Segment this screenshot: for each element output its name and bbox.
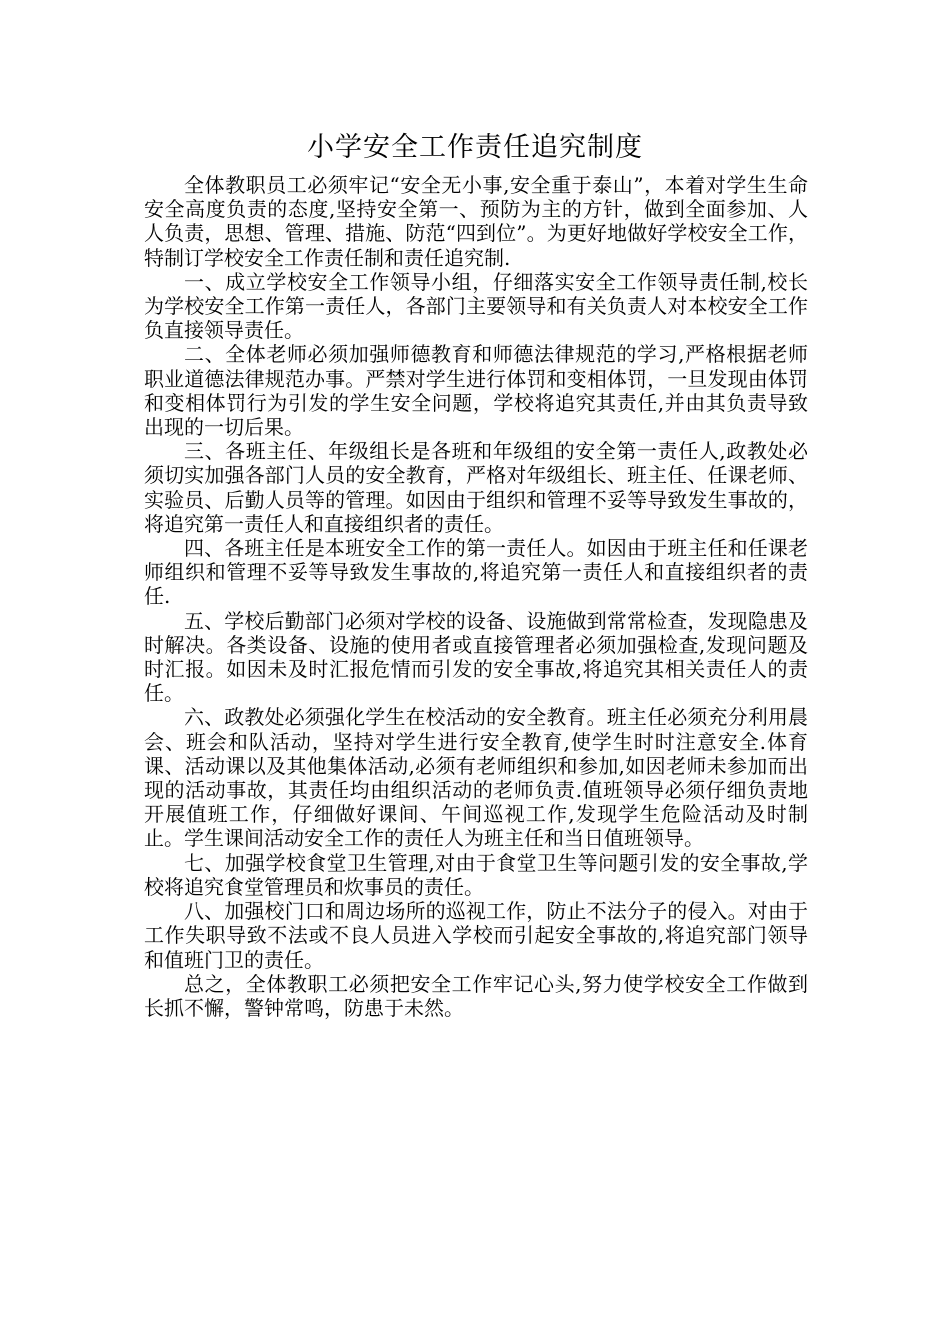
paragraph-item-2: 二、全体老师必须加强师德教育和师德法律规范的学习,严格根据老师职业道德法律规范办事。严禁对学生进行体罚和变相体罚，一旦发现由体罚和变相体罚行为引发的学生安全问题，学校将追究其责任,并由其负责导致出现的一切后果。 <box>144 342 808 440</box>
paragraph-item-5: 五、学校后勤部门必须对学校的设备、设施做到常常检查，发现隐患及时解决。各类设备、设施的使用者或直接管理者必须加强检查,发现问题及时汇报。如因未及时汇报危情而引发的安全事故,将追究其相关责任人的责任。 <box>144 608 808 706</box>
paragraph-item-7: 七、加强学校食堂卫生管理,对由于食堂卫生等问题引发的安全事故,学校将追究食堂管理员和炊事员的责任。 <box>144 850 808 899</box>
paragraph-item-4: 四、各班主任是本班安全工作的第一责任人。如因由于班主任和任课老师组织和管理不妥等导致发生事故的,将追究第一责任人和直接组织者的责任. <box>144 536 808 609</box>
paragraph-conclusion: 总之，全体教职工必须把安全工作牢记心头,努力使学校安全工作做到长抓不懈，警钟常鸣，防患于未然。 <box>144 971 808 1020</box>
paragraph-item-3: 三、各班主任、年级组长是各班和年级组的安全第一责任人,政教处必须切实加强各部门人员的安全教育，严格对年级组长、班主任、任课老师、实验员、后勤人员等的管理。如因由于组织和管理不妥等导致发生事故的，将追究第一责任人和直接组织者的责任。 <box>144 439 808 536</box>
document-title: 小学安全工作责任追究制度 <box>307 132 643 163</box>
paragraph-intro: 全体教职员工必须牢记“安全无小事,安全重于泰山”，本着对学生生命安全高度负责的态度,坚持安全第一、预防为主的方针，做到全面参加、人人负责，思想、管理、措施、防范“四到位”。为更好地做好学校安全工作，特制订学校安全工作责任制和责任追究制. <box>144 173 808 270</box>
paragraph-item-1: 一、成立学校安全工作领导小组，仔细落实安全工作领导责任制,校长为学校安全工作第一责任人，各部门主要领导和有关负责人对本校安全工作负直接领导责任。 <box>144 269 808 343</box>
paragraph-item-8: 八、加强校门口和周边场所的巡视工作，防止不法分子的侵入。对由于工作失职导致不法或不良人员进入学校而引起安全事故的,将追究部门领导和值班门卫的责任。 <box>144 899 808 972</box>
document-body <box>144 173 808 1020</box>
paragraph-item-6: 六、政教处必须强化学生在校活动的安全教育。班主任必须充分利用晨会、班会和队活动，坚持对学生进行安全教育,使学生时时注意安全.体育课、活动课以及其他集体活动,必须有老师组织和参加,如因老师未参加而出现的活动事故，其责任均由组织活动的老师负责.值班领导必须仔细负责地开展值班工作，仔细做好课间、午间巡视工作,发现学生危险活动及时制止。学生课间活动安全工作的责任人为班主任和当日值班领导。 <box>144 705 808 851</box>
